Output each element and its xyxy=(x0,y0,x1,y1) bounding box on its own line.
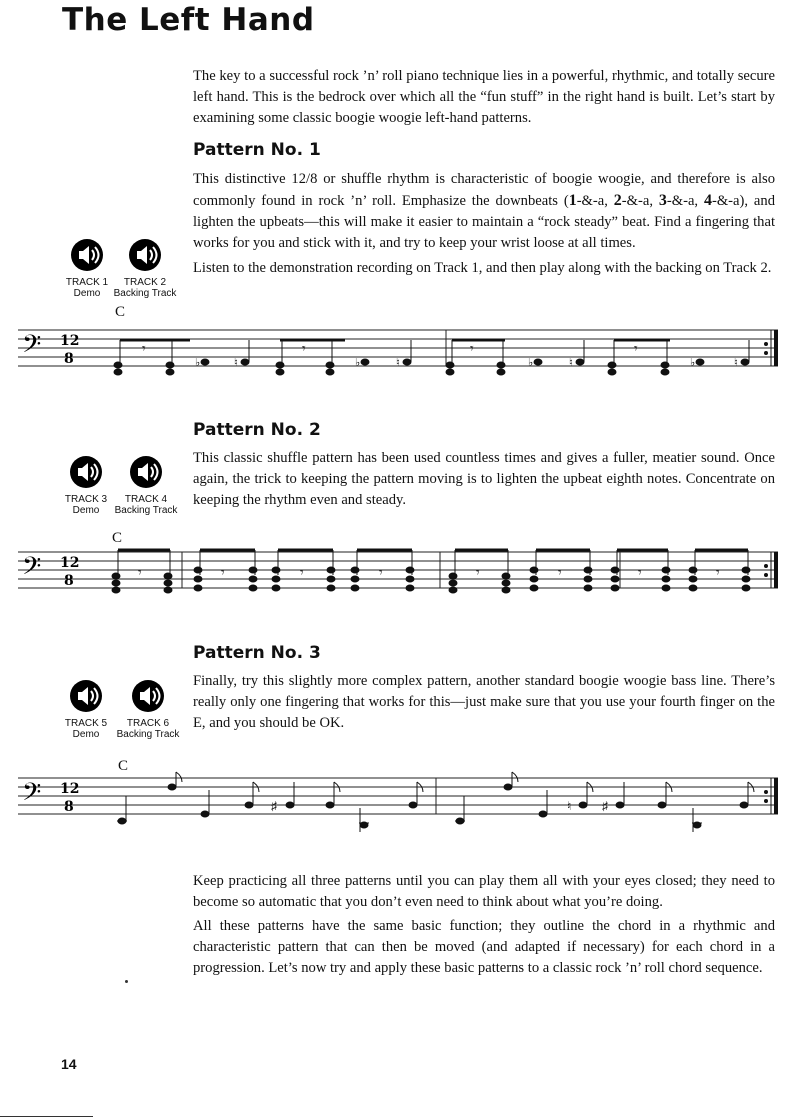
speaker-icon xyxy=(69,455,103,489)
track-label: TRACK 4 xyxy=(124,494,168,505)
svg-text:♮: ♮ xyxy=(396,357,400,369)
page-number: 14 xyxy=(61,1056,77,1072)
track-4-button[interactable] xyxy=(114,455,178,516)
svg-text:♭: ♭ xyxy=(195,357,201,369)
time-signature-top: 12 xyxy=(60,555,80,571)
svg-text:♭: ♭ xyxy=(355,357,361,369)
svg-text:𝄾: 𝄾 xyxy=(302,342,306,357)
svg-text:♯: ♯ xyxy=(271,799,277,813)
chord-symbol: C xyxy=(118,758,129,774)
track-2-button[interactable] xyxy=(113,238,177,299)
track-role: Backing Track xyxy=(113,288,177,299)
music-staff-pattern-1 xyxy=(0,325,800,385)
track-role: Demo xyxy=(73,288,101,299)
bass-clef-icon xyxy=(22,778,41,813)
track-3-button[interactable] xyxy=(54,455,118,516)
svg-text:♭: ♭ xyxy=(528,357,534,369)
svg-text:𝄾: 𝄾 xyxy=(221,566,225,581)
track-label: TRACK 5 xyxy=(64,718,108,729)
track-role: Backing Track xyxy=(114,505,178,516)
track-6-button[interactable] xyxy=(116,679,180,740)
pattern-2-text: This classic shuffle pattern has been used countless times and gives a fuller, meatier sound. Once again, the trick to keeping the pattern moving is to lighten the upbeat eighth notes. Concentrate on keeping the rhythm even and steady. xyxy=(193,450,775,508)
pattern-1-text: This distinctive 12/8 or shuffle rhythm is characteristic of boogie woogie, and therefore is also commonly found in rock ’n’ roll. Emphasize the downbeats (1-&-a, 2-&-a, 3-&-a, 4-&-a), and lighten the upbeats—this will make it easier to maintain a “rock steady” beat. Find a fingering that works for you and stick with it, and try to keep your wrist loose at all times. xyxy=(193,171,775,251)
time-signature-bottom: 8 xyxy=(64,573,74,589)
pattern-1-listen-text: Listen to the demonstration recording on Track 1, and then play along with the backing on Track 2. xyxy=(193,260,772,276)
speaker-icon xyxy=(129,455,163,489)
speaker-icon xyxy=(69,679,103,713)
time-signature-bottom: 8 xyxy=(64,799,74,815)
music-staff-pattern-2 xyxy=(0,545,800,605)
track-1-button[interactable] xyxy=(55,238,119,299)
stray-mark xyxy=(125,980,128,983)
svg-text:𝄾: 𝄾 xyxy=(470,342,474,357)
track-role: Demo xyxy=(72,505,100,516)
svg-text:♮: ♮ xyxy=(567,799,572,813)
track-role: Backing Track xyxy=(116,729,180,740)
svg-text:𝄾: 𝄾 xyxy=(142,342,146,357)
svg-text:𝄾: 𝄾 xyxy=(476,566,480,581)
speaker-icon xyxy=(70,238,104,272)
footer-rule xyxy=(0,1116,93,1117)
svg-text:♮: ♮ xyxy=(569,357,573,369)
svg-text:♮: ♮ xyxy=(234,357,238,369)
time-signature-top: 12 xyxy=(60,781,80,797)
svg-text:𝄾: 𝄾 xyxy=(379,566,383,581)
page-title: The Left Hand xyxy=(62,2,315,38)
music-staff-pattern-3 xyxy=(0,768,800,840)
outro-paragraph-1: Keep practicing all three patterns until you can play them all with your eyes closed; they need to become so automatic that you don’t even need to think about what you’re doing. xyxy=(193,873,775,910)
speaker-icon xyxy=(131,679,165,713)
svg-text:𝄾: 𝄾 xyxy=(558,566,562,581)
chord-symbol: C xyxy=(112,530,123,546)
svg-text:𝄾: 𝄾 xyxy=(716,566,720,581)
svg-text:𝄾: 𝄾 xyxy=(634,342,638,357)
track-label: TRACK 3 xyxy=(64,494,108,505)
bass-clef-icon xyxy=(22,552,41,587)
pattern-3-text: Finally, try this slightly more complex pattern, another standard boogie woogie bass line. There’s really only one fingering that works for this—just make sure that you use your fourth finger on the E, and you should be OK. xyxy=(193,673,775,731)
svg-text:𝄢: 𝄢 xyxy=(22,778,42,813)
track-label: TRACK 2 xyxy=(123,277,167,288)
svg-text:♮: ♮ xyxy=(734,357,738,369)
time-signature-bottom: 8 xyxy=(64,351,74,367)
time-signature-top: 12 xyxy=(60,333,80,349)
intro-paragraph: The key to a successful rock ’n’ roll piano technique lies in a powerful, rhythmic, and totally secure left hand. This is the bedrock over which all the “fun stuff” in the right hand is built. Let’s start by examining some classic boogie woogie left-hand patterns. xyxy=(193,68,775,126)
svg-text:♭: ♭ xyxy=(690,357,696,369)
svg-text:𝄢: 𝄢 xyxy=(22,330,42,365)
track-5-button[interactable] xyxy=(54,679,118,740)
track-label: TRACK 1 xyxy=(65,277,109,288)
svg-text:♯: ♯ xyxy=(602,799,608,813)
svg-text:𝄾: 𝄾 xyxy=(300,566,304,581)
track-label: TRACK 6 xyxy=(126,718,170,729)
svg-text:𝄢: 𝄢 xyxy=(22,552,42,587)
track-role: Demo xyxy=(72,729,100,740)
bass-clef-icon xyxy=(22,330,41,365)
speaker-icon xyxy=(128,238,162,272)
outro-paragraph-2: All these patterns have the same basic function; they outline the chord in a rhythmic and characteristic pattern that can then be moved (and adapted if necessary) for each chord in a progression. Let’s now try and apply these basic patterns to a classic rock ’n’ roll chord sequence. xyxy=(193,918,775,976)
pattern-1-heading: Pattern No. 1 xyxy=(193,140,321,160)
pattern-3-heading: Pattern No. 3 xyxy=(193,643,321,663)
svg-text:𝄾: 𝄾 xyxy=(138,566,142,581)
pattern-2-heading: Pattern No. 2 xyxy=(193,420,321,440)
svg-text:𝄾: 𝄾 xyxy=(638,566,642,581)
chord-symbol: C xyxy=(115,304,126,320)
